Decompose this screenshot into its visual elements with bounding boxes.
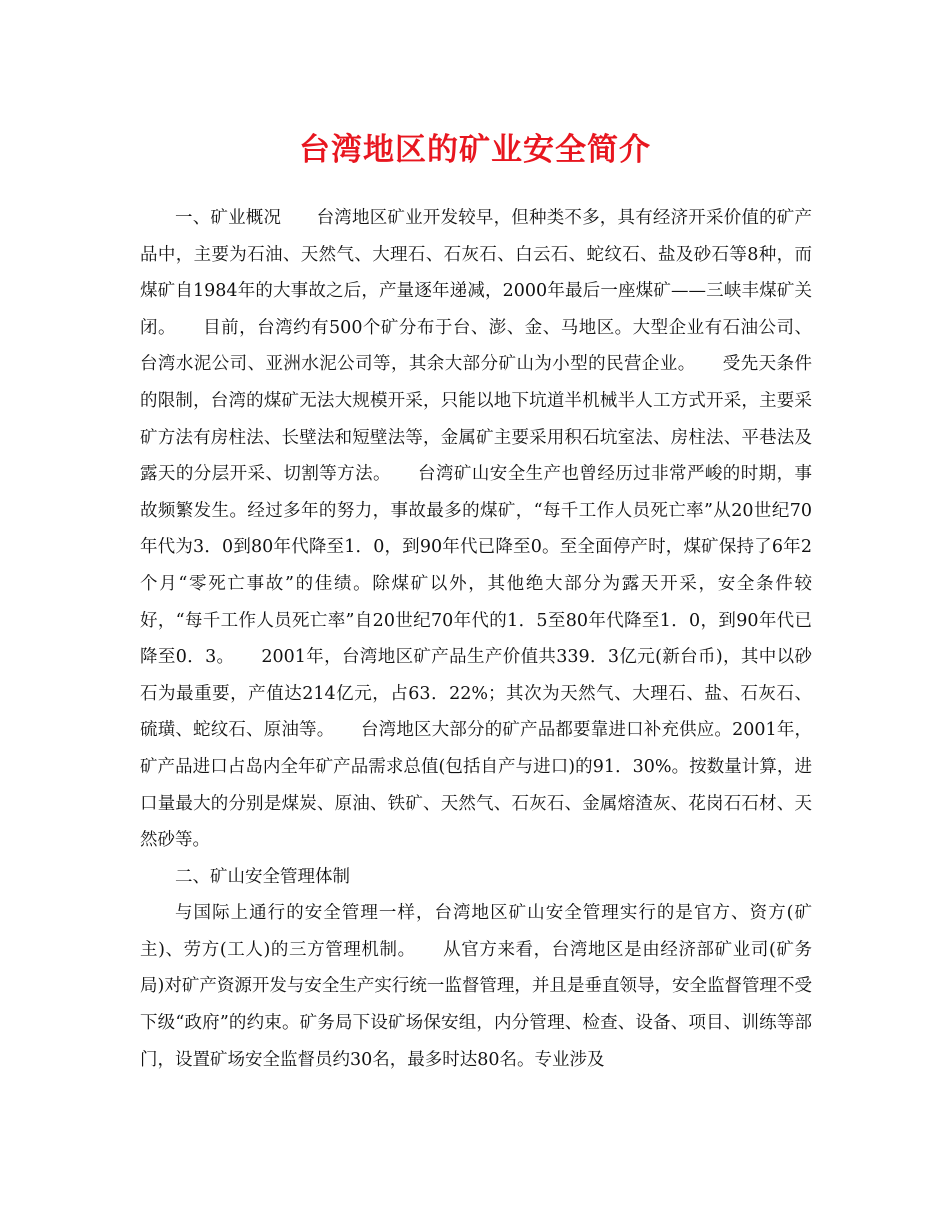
document-title: 台湾地区的矿业安全简介 (299, 132, 651, 168)
paragraph-mining-overview: 一、矿业概况 台湾地区矿业开发较早，但种类不多，具有经济开采价值的矿产品中，主要为石油、天然气、大理石、石灰石、白云石、蛇纹石、盐及砂石等8种，而煤矿自1984年的大事故之后，产量逐年递减，2000年最后一座煤矿——三峡丰煤矿关闭。 目前，台湾约有500个矿分布于台、澎、金、马地区。大型企业有石油公司、台湾水泥公司、亚洲水泥公司等，其余大部分矿山为小型的民营企业。 受先天条件的限制，台湾的煤矿无法大规模开采，只能以地下坑道半机械半人工方式开采，主要采矿方法有房柱法、长壁法和短壁法等，金属矿主要采用积石坑室法、房柱法、平巷法及露天的分层开采、切割等方法。 台湾矿山安全生产也曾经历过非常严峻的时期，事故频繁发生。经过多年的努力，事故最多的煤矿，“每千工作人员死亡率”从20世纪70年代为3．0到80年代降至1．0，到90年代已降至0。至全面停产时，煤矿保持了6年2个月“零死亡事故”的佳绩。除煤矿以外，其他绝大部分为露天开采，安全条件较好，“每千工作人员死亡率”自20世纪70年代的1．5至80年代降至1．0，到90年代已降至0．3。 2001年，台湾地区矿产品生产价值共339．3亿元(新台币)，其中以砂石为最重要，产值达214亿元，占63．22%；其次为天然气、大理石、盐、石灰石、硫璜、蛇纹石、原油等。 台湾地区大部分的矿产品都要靠进口补充供应。2001年，矿产品进口占岛内全年矿产品需求总值(包括自产与进口)的91．30%。按数量计算，进口量最大的分别是煤炭、原油、铁矿、天然气、石灰石、金属熔渣灰、花岗石石材、天然砂等。 (140, 208, 812, 851)
document-body (140, 200, 812, 1078)
section-heading-safety-management: 二、矿山安全管理体制 (175, 866, 350, 887)
paragraph-safety-management: 与国际上通行的安全管理一样，台湾地区矿山安全管理实行的是官方、资方(矿主)、劳方(工人)的三方管理机制。 从官方来看，台湾地区是由经济部矿业司(矿务局)对矿产资源开发与安全生产实行统一监督管理，并且是垂直领导，安全监督管理不受下级“政府”的约束。矿务局下设矿场保安组，内分管理、检查、设备、项目、训练等部门，设置矿场安全监督员约30名，最多时达80名。专业涉及 (140, 903, 812, 1070)
